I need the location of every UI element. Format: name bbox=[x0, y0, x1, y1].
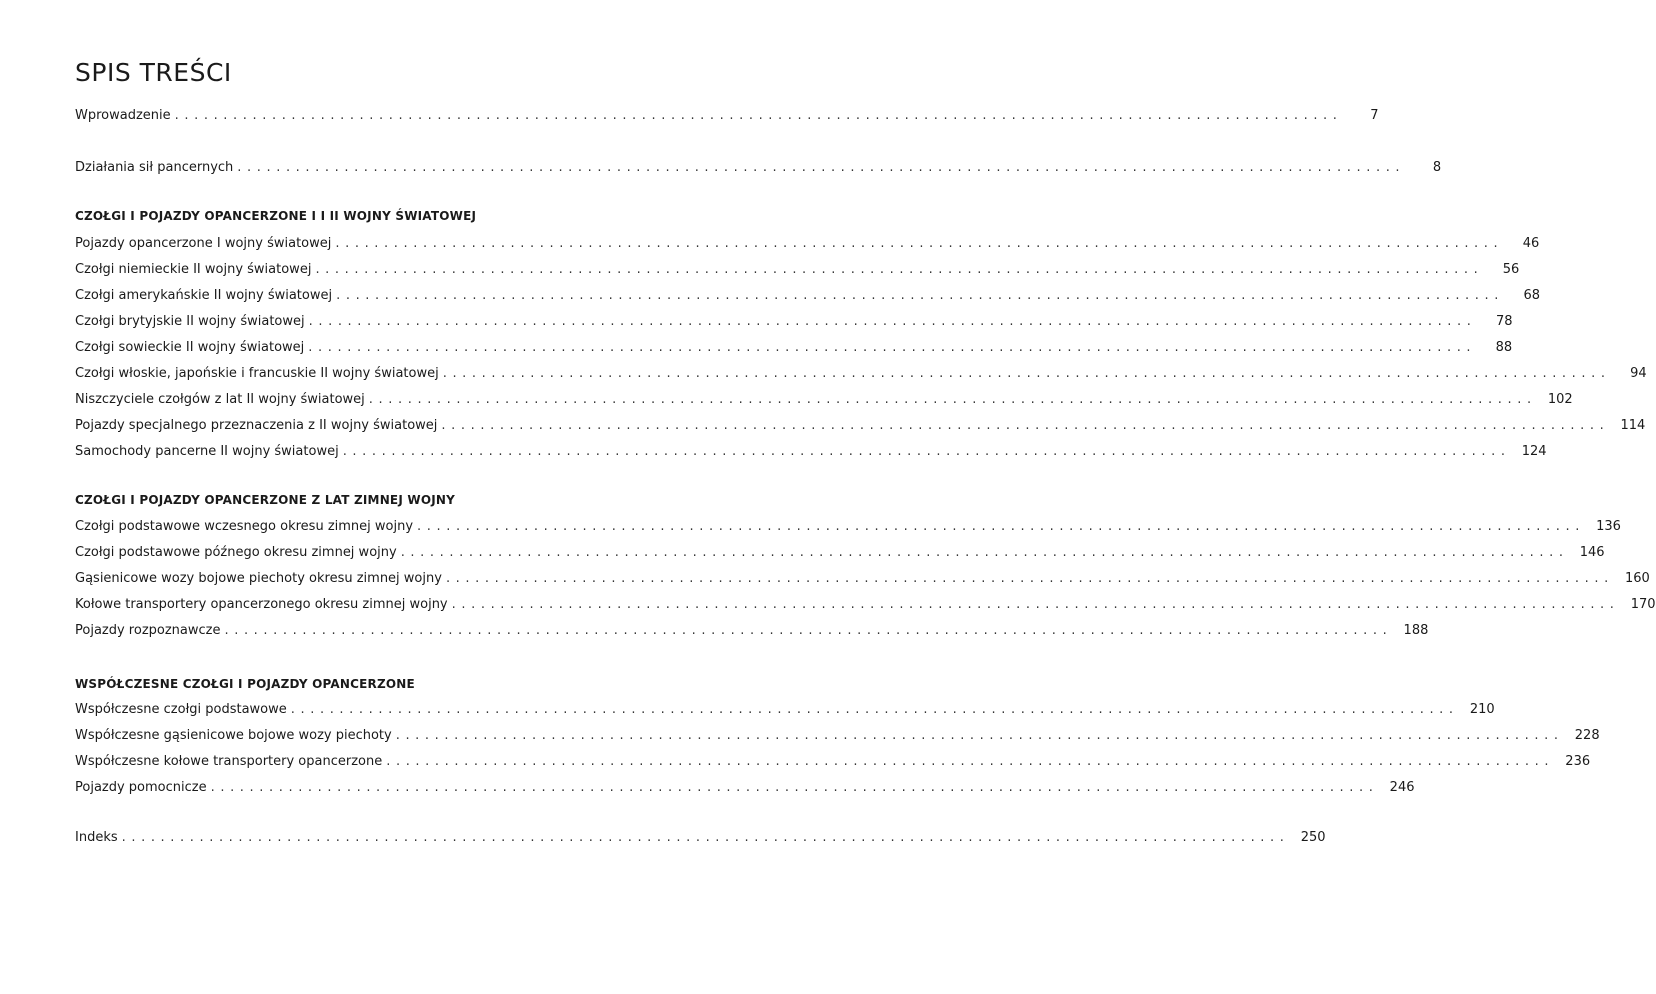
toc-entry-label: Współczesne kołowe transportery opancerzone bbox=[75, 754, 383, 769]
toc-entry[interactable] bbox=[75, 518, 1621, 536]
toc-entry[interactable] bbox=[75, 287, 1540, 305]
toc-entry-page: 8 bbox=[1432, 160, 1442, 175]
toc-entry[interactable] bbox=[75, 727, 1600, 745]
toc-entry-label: Czołgi amerykańskie II wojny światowej bbox=[75, 288, 333, 303]
toc-entry[interactable] bbox=[75, 313, 1513, 331]
toc-entry-label: Samochody pancerne II wojny światowej bbox=[75, 444, 339, 459]
leader-dots: ........................................................................................................................ bbox=[308, 340, 1477, 355]
toc-entry-label: Czołgi sowieckie II wojny światowej bbox=[75, 340, 305, 355]
toc-entry-label: Indeks bbox=[75, 830, 118, 845]
leader-dots: ........................................................................................................................ bbox=[210, 780, 1379, 795]
page-title: SPIS TREŚCI bbox=[75, 58, 232, 87]
section-heading-ww: CZOŁGI I POJAZDY OPANCERZONE I I II WOJNY ŚWIATOWEJ bbox=[75, 209, 477, 223]
leader-dots: ........................................................................................................................ bbox=[315, 262, 1484, 277]
toc-entry-label: Pojazdy rozpoznawcze bbox=[75, 623, 221, 638]
toc-entry[interactable] bbox=[75, 701, 1495, 719]
leader-dots: ........................................................................................................................ bbox=[368, 392, 1537, 407]
leader-dots: ........................................................................................................................ bbox=[445, 571, 1614, 586]
toc-entry-page: 246 bbox=[1389, 780, 1415, 795]
toc-entry-page: 160 bbox=[1625, 571, 1650, 586]
leader-dots: ........................................................................................................................ bbox=[342, 444, 1511, 459]
toc-entry[interactable] bbox=[75, 443, 1547, 461]
toc-entry-armored-operations[interactable] bbox=[75, 159, 1442, 177]
toc-entry-page: 102 bbox=[1547, 392, 1573, 407]
toc-entry-page: 114 bbox=[1620, 418, 1646, 433]
toc-entry-label: Działania sił pancernych bbox=[75, 160, 234, 175]
leader-dots: ........................................................................................................................ bbox=[224, 623, 1393, 638]
toc-entry-label: Wprowadzenie bbox=[75, 108, 171, 123]
leader-dots: ........................................................................................................................ bbox=[400, 545, 1569, 560]
toc-entry-page: 56 bbox=[1502, 262, 1520, 277]
toc-entry-page: 88 bbox=[1495, 340, 1513, 355]
leader-dots: ........................................................................................................................ bbox=[335, 236, 1504, 251]
toc-entry[interactable] bbox=[75, 235, 1540, 253]
toc-entry-page: 7 bbox=[1370, 108, 1379, 123]
toc-entry[interactable] bbox=[75, 339, 1513, 357]
toc-entry[interactable] bbox=[75, 365, 1647, 383]
toc-entry[interactable] bbox=[75, 391, 1573, 409]
toc-entry-index[interactable] bbox=[75, 829, 1326, 847]
leader-dots: ........................................................................................................................ bbox=[442, 366, 1611, 381]
toc-entry-label: Niszczyciele czołgów z lat II wojny światowej bbox=[75, 392, 365, 407]
toc-entry-label: Kołowe transportery opancerzonego okresu zimnej wojny bbox=[75, 597, 448, 612]
toc-entry-page: 146 bbox=[1579, 545, 1605, 560]
leader-dots: ........................................................................................................................ bbox=[174, 108, 1343, 123]
toc-entry-label: Czołgi podstawowe wczesnego okresu zimnej wojny bbox=[75, 519, 414, 534]
toc-entry-label: Pojazdy opancerzone I wojny światowej bbox=[75, 236, 332, 251]
toc-entry-page: 46 bbox=[1522, 236, 1540, 251]
toc-entry-page: 68 bbox=[1523, 288, 1540, 303]
toc-entry[interactable] bbox=[75, 753, 1591, 771]
leader-dots: ........................................................................................................................ bbox=[336, 288, 1504, 303]
toc-entry-page: 94 bbox=[1630, 366, 1647, 381]
toc-entry-label: Gąsienicowe wozy bojowe piechoty okresu zimnej wojny bbox=[75, 571, 442, 586]
toc-entry-page: 136 bbox=[1596, 519, 1621, 534]
toc-entry-label: Czołgi brytyjskie II wojny światowej bbox=[75, 314, 305, 329]
leader-dots: ........................................................................................................................ bbox=[237, 160, 1406, 175]
toc-entry-label: Pojazdy specjalnego przeznaczenia z II wojny światowej bbox=[75, 418, 438, 433]
leader-dots: ........................................................................................................................ bbox=[417, 519, 1585, 534]
toc-entry[interactable] bbox=[75, 596, 1656, 614]
toc-entry-page: 228 bbox=[1574, 728, 1600, 743]
toc-entry[interactable] bbox=[75, 417, 1646, 435]
toc-entry-page: 250 bbox=[1300, 830, 1326, 845]
leader-dots: ........................................................................................................................ bbox=[386, 754, 1555, 769]
toc-entry-label: Współczesne czołgi podstawowe bbox=[75, 702, 287, 717]
toc-entry[interactable] bbox=[75, 622, 1429, 640]
toc-entry-page: 170 bbox=[1630, 597, 1656, 612]
toc-entry-page: 124 bbox=[1521, 444, 1547, 459]
toc-entry-label: Czołgi podstawowe późnego okresu zimnej wojny bbox=[75, 545, 397, 560]
toc-entry-label: Czołgi niemieckie II wojny światowej bbox=[75, 262, 312, 277]
leader-dots: ........................................................................................................................ bbox=[308, 314, 1477, 329]
toc-entry-introduction[interactable] bbox=[75, 107, 1379, 125]
section-heading-modern: WSPÓŁCZESNE CZOŁGI I POJAZDY OPANCERZONE bbox=[75, 677, 415, 691]
toc-entry[interactable] bbox=[75, 544, 1605, 562]
toc-entry-label: Pojazdy pomocnicze bbox=[75, 780, 207, 795]
toc-entry-page: 188 bbox=[1403, 623, 1429, 638]
toc-entry-page: 78 bbox=[1495, 314, 1513, 329]
toc-entry-label: Czołgi włoskie, japońskie i francuskie II wojny światowej bbox=[75, 366, 439, 381]
leader-dots: ........................................................................................................................ bbox=[395, 728, 1564, 743]
leader-dots: ........................................................................................................................ bbox=[290, 702, 1459, 717]
toc-entry-page: 210 bbox=[1469, 702, 1495, 717]
toc-entry-page: 236 bbox=[1565, 754, 1591, 769]
leader-dots: ........................................................................................................................ bbox=[451, 597, 1620, 612]
leader-dots: ........................................................................................................................ bbox=[121, 830, 1290, 845]
toc-entry[interactable] bbox=[75, 779, 1415, 797]
section-heading-cold-war: CZOŁGI I POJAZDY OPANCERZONE Z LAT ZIMNEJ WOJNY bbox=[75, 493, 456, 507]
leader-dots: ........................................................................................................................ bbox=[441, 418, 1610, 433]
toc-entry[interactable] bbox=[75, 570, 1650, 588]
toc-entry-label: Współczesne gąsienicowe bojowe wozy piechoty bbox=[75, 728, 392, 743]
toc-entry[interactable] bbox=[75, 261, 1520, 279]
